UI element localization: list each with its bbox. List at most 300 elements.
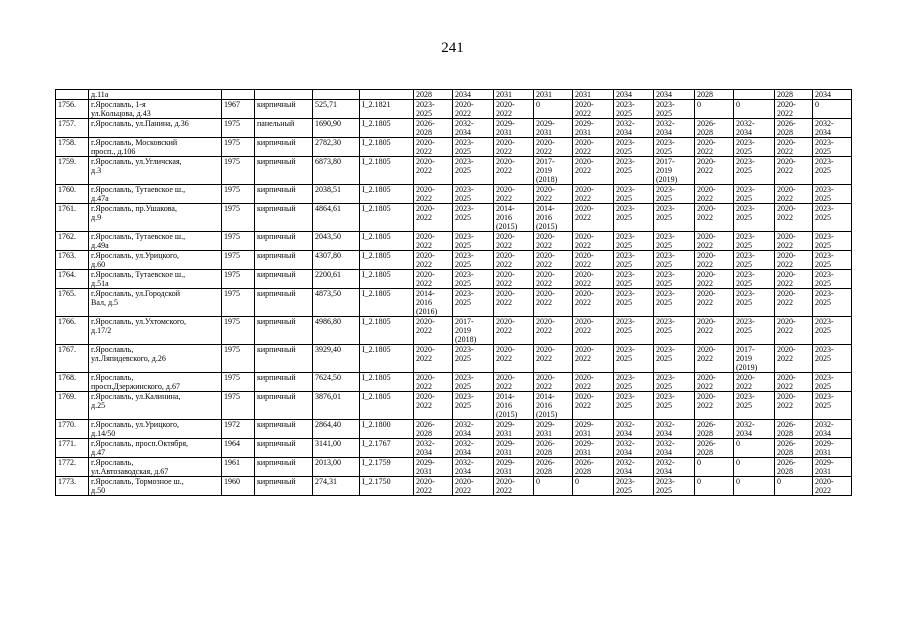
- table-cell: 2020- 2022: [414, 345, 453, 373]
- table-cell: 2864,40: [313, 420, 360, 439]
- table-cell: 2023- 2025: [614, 157, 654, 185]
- table-cell: кирпичный: [255, 420, 313, 439]
- table-cell: 2029- 2031: [573, 420, 614, 439]
- table-cell: кирпичный: [255, 458, 313, 477]
- table-cell: 2020- 2022: [775, 392, 813, 420]
- table-cell: кирпичный: [255, 185, 313, 204]
- table-cell: 2020- 2022: [695, 317, 734, 345]
- table-cell: 2020- 2022: [534, 138, 573, 157]
- table-cell: г.Ярославль, 1-я ул.Кольцова, д.43: [89, 100, 222, 119]
- table-cell: 2031: [534, 90, 573, 100]
- table-cell: 2020- 2022: [775, 232, 813, 251]
- table-cell: г.Ярославль, ул.Урицкого, д.60: [89, 251, 222, 270]
- table-cell: 2017- 2019 (2018): [453, 317, 494, 345]
- table-cell: 2023- 2025: [654, 345, 695, 373]
- table-cell: 2029- 2031: [573, 119, 614, 138]
- table-cell: [360, 90, 414, 100]
- table-cell: 4873,50: [313, 289, 360, 317]
- table-cell: 1975: [222, 204, 255, 232]
- table-cell: 1771.: [56, 439, 89, 458]
- table-cell: 1975: [222, 138, 255, 157]
- table-cell: I_2.1805: [360, 345, 414, 373]
- table-cell: 2020- 2022: [695, 270, 734, 289]
- table-cell: 2029- 2031: [414, 458, 453, 477]
- table-cell: 2020- 2022: [494, 185, 534, 204]
- table-cell: 2020- 2022: [775, 100, 813, 119]
- table-cell: кирпичный: [255, 138, 313, 157]
- table-cell: 2026- 2028: [695, 119, 734, 138]
- table-cell: 2023- 2025: [813, 373, 852, 392]
- table-cell: 2029- 2031: [813, 439, 852, 458]
- table-cell: 2014- 2016 (2015): [534, 392, 573, 420]
- table-cell: 2023- 2025: [734, 204, 775, 232]
- table-cell: 2020- 2022: [573, 100, 614, 119]
- table-cell: 1768.: [56, 373, 89, 392]
- table-cell: 2020- 2022: [534, 289, 573, 317]
- table-cell: 0: [534, 477, 573, 496]
- table-cell: 2020- 2022: [573, 232, 614, 251]
- table-cell: г.Ярославль, Тутаевское ш., д.51а: [89, 270, 222, 289]
- table-cell: 2020- 2022: [414, 392, 453, 420]
- table-cell: кирпичный: [255, 232, 313, 251]
- table-cell: 2020- 2022: [695, 373, 734, 392]
- table-cell: 1763.: [56, 251, 89, 270]
- table-cell: 1960: [222, 477, 255, 496]
- table-cell: 2020- 2022: [775, 345, 813, 373]
- table-cell: 2031: [494, 90, 534, 100]
- table-cell: 2029- 2031: [534, 119, 573, 138]
- table-cell: 2023- 2025: [734, 392, 775, 420]
- table-cell: 2020- 2022: [775, 204, 813, 232]
- table-cell: I_2.1805: [360, 119, 414, 138]
- table-cell: 2023- 2025: [614, 373, 654, 392]
- table-cell: 2023- 2025: [453, 251, 494, 270]
- table-cell: 2023- 2025: [614, 392, 654, 420]
- table-cell: 1972: [222, 420, 255, 439]
- table-cell: 2020- 2022: [414, 477, 453, 496]
- table-cell: 2023- 2025: [813, 317, 852, 345]
- table-cell: 2020- 2022: [414, 270, 453, 289]
- table-cell: д.11а: [89, 90, 222, 100]
- table-cell: 2020- 2022: [775, 138, 813, 157]
- table-row: [56, 289, 852, 317]
- table-cell: 2020- 2022: [494, 345, 534, 373]
- table-cell: 0: [534, 100, 573, 119]
- table-cell: 2032- 2034: [813, 420, 852, 439]
- table-cell: 2020- 2022: [534, 232, 573, 251]
- table-cell: 2029- 2031: [494, 458, 534, 477]
- table-cell: 2034: [614, 90, 654, 100]
- table-cell: 0: [734, 477, 775, 496]
- table-cell: 2023- 2025: [614, 100, 654, 119]
- table-cell: 2032- 2034: [453, 420, 494, 439]
- table-cell: 1975: [222, 119, 255, 138]
- table-cell: 2023- 2025: [654, 270, 695, 289]
- table-cell: 2023- 2025: [813, 185, 852, 204]
- table-cell: 2020- 2022: [775, 157, 813, 185]
- table-cell: 2023- 2025: [734, 232, 775, 251]
- table-cell: 2023- 2025: [654, 232, 695, 251]
- table-cell: 2020- 2022: [494, 138, 534, 157]
- table-cell: 2020- 2022: [775, 270, 813, 289]
- table-cell: 2023- 2025: [453, 289, 494, 317]
- table-cell: 2023- 2025: [453, 232, 494, 251]
- table-cell: 2023- 2025: [813, 289, 852, 317]
- table-cell: 2020- 2022: [494, 289, 534, 317]
- table-cell: 1975: [222, 373, 255, 392]
- table-cell: 1975: [222, 392, 255, 420]
- table-cell: 1758.: [56, 138, 89, 157]
- table-cell: 2023- 2025: [453, 270, 494, 289]
- table-cell: I_2.1750: [360, 477, 414, 496]
- table-cell: 2023- 2025: [734, 157, 775, 185]
- table-row: [56, 138, 852, 157]
- table-cell: I_2.1821: [360, 100, 414, 119]
- table-row: [56, 345, 852, 373]
- table-cell: 2023- 2025: [654, 251, 695, 270]
- table-cell: 2014- 2016 (2016): [414, 289, 453, 317]
- table-cell: 2020- 2022: [573, 270, 614, 289]
- table-cell: 2020- 2022: [734, 373, 775, 392]
- table-row: [56, 100, 852, 119]
- table-cell: 1770.: [56, 420, 89, 439]
- table-cell: 0: [813, 100, 852, 119]
- table-cell: 0: [695, 458, 734, 477]
- table-cell: 2023- 2025: [453, 185, 494, 204]
- table-cell: 2032- 2034: [734, 119, 775, 138]
- table-cell: кирпичный: [255, 100, 313, 119]
- table-cell: 2020- 2022: [813, 477, 852, 496]
- table-cell: г.Ярославль, просп.Дзержинского, д.67: [89, 373, 222, 392]
- table-cell: 2017- 2019 (2019): [654, 157, 695, 185]
- table-cell: 2026- 2028: [534, 458, 573, 477]
- table-cell: 2020- 2022: [695, 185, 734, 204]
- table-cell: 1759.: [56, 157, 89, 185]
- table-cell: 2020- 2022: [414, 185, 453, 204]
- table-cell: 1975: [222, 157, 255, 185]
- table-row: [56, 119, 852, 138]
- table-cell: 2020- 2022: [414, 232, 453, 251]
- table-cell: 2023- 2025: [813, 392, 852, 420]
- table-cell: г.Ярославль, ул.Панина, д.36: [89, 119, 222, 138]
- table-cell: 2023- 2025: [813, 232, 852, 251]
- table-cell: 2020- 2022: [494, 270, 534, 289]
- table-cell: 2023- 2025: [654, 138, 695, 157]
- table-cell: 2020- 2022: [695, 345, 734, 373]
- table-cell: 1975: [222, 251, 255, 270]
- table-cell: 2014- 2016 (2015): [494, 392, 534, 420]
- table-cell: 2029- 2031: [494, 439, 534, 458]
- table-cell: 1769.: [56, 392, 89, 420]
- table-cell: 2023- 2025: [614, 204, 654, 232]
- table-cell: 2028: [695, 90, 734, 100]
- table-cell: 2023- 2025: [453, 138, 494, 157]
- table-cell: 2020- 2022: [453, 100, 494, 119]
- table-cell: 2032- 2034: [453, 119, 494, 138]
- table-cell: кирпичный: [255, 392, 313, 420]
- table-cell: 1975: [222, 289, 255, 317]
- table-cell: 2020- 2022: [534, 251, 573, 270]
- table-cell: 2023- 2025: [654, 204, 695, 232]
- table-cell: 2023- 2025: [614, 138, 654, 157]
- table-row: [56, 439, 852, 458]
- table-cell: 2020- 2022: [695, 138, 734, 157]
- table-cell: 2032- 2034: [614, 420, 654, 439]
- table-row: [56, 477, 852, 496]
- table-cell: 2020- 2022: [534, 345, 573, 373]
- table-cell: 2023- 2025: [734, 251, 775, 270]
- table-cell: I_2.1805: [360, 289, 414, 317]
- table-row: [56, 90, 852, 100]
- table-cell: 2020- 2022: [573, 392, 614, 420]
- table-cell: 2014- 2016 (2015): [534, 204, 573, 232]
- table-cell: 2023- 2025: [614, 270, 654, 289]
- table-cell: [255, 90, 313, 100]
- table-cell: 2032- 2034: [614, 439, 654, 458]
- table-cell: 2023- 2025: [813, 270, 852, 289]
- table-cell: I_2.1805: [360, 185, 414, 204]
- table-cell: кирпичный: [255, 317, 313, 345]
- table-cell: 2020- 2022: [534, 373, 573, 392]
- table-cell: 2023- 2025: [614, 477, 654, 496]
- table-cell: г.Ярославль, ул.Ляпидевского, д.26: [89, 345, 222, 373]
- table-cell: 4307,80: [313, 251, 360, 270]
- table-cell: 2023- 2025: [734, 185, 775, 204]
- table-cell: 2020- 2022: [494, 373, 534, 392]
- table-cell: 2023- 2025: [813, 157, 852, 185]
- table-row: [56, 204, 852, 232]
- table-cell: 2020- 2022: [775, 373, 813, 392]
- table-cell: I_2.1805: [360, 270, 414, 289]
- table-cell: [56, 90, 89, 100]
- table-cell: 2032- 2034: [813, 119, 852, 138]
- table-cell: 1760.: [56, 185, 89, 204]
- table-cell: 2020- 2022: [494, 251, 534, 270]
- table-cell: г.Ярославль, ул.Урицкого, д.14/50: [89, 420, 222, 439]
- table-cell: 2026- 2028: [414, 119, 453, 138]
- table-cell: 1975: [222, 345, 255, 373]
- table-cell: I_2.1767: [360, 439, 414, 458]
- table-cell: 2020- 2022: [573, 373, 614, 392]
- table-cell: I_2.1800: [360, 420, 414, 439]
- table-cell: 3929,40: [313, 345, 360, 373]
- table-cell: 2034: [813, 90, 852, 100]
- table-cell: 2013,00: [313, 458, 360, 477]
- table-cell: 3141,00: [313, 439, 360, 458]
- table-cell: 2026- 2028: [775, 439, 813, 458]
- table-cell: 2023- 2025: [813, 138, 852, 157]
- table-cell: 3876,01: [313, 392, 360, 420]
- table-row: [56, 458, 852, 477]
- table-cell: 2029- 2031: [494, 420, 534, 439]
- table-cell: г.Ярославль, просп.Октября, д.47: [89, 439, 222, 458]
- table-cell: 2023- 2025: [654, 392, 695, 420]
- table-cell: кирпичный: [255, 477, 313, 496]
- table-cell: 2020- 2022: [775, 185, 813, 204]
- table-cell: 2020- 2022: [494, 100, 534, 119]
- table-cell: 2032- 2034: [654, 439, 695, 458]
- table-cell: 2043,50: [313, 232, 360, 251]
- table-cell: 1761.: [56, 204, 89, 232]
- table-cell: 2023- 2025: [813, 345, 852, 373]
- table-cell: 2020- 2022: [414, 317, 453, 345]
- table-cell: 4864,61: [313, 204, 360, 232]
- table-row: [56, 317, 852, 345]
- table-cell: I_2.1805: [360, 138, 414, 157]
- table-cell: кирпичный: [255, 439, 313, 458]
- table-row: [56, 420, 852, 439]
- table-cell: I_2.1805: [360, 232, 414, 251]
- page-number: 241: [441, 40, 464, 56]
- table-cell: 2020- 2022: [414, 373, 453, 392]
- table-cell: 0: [734, 458, 775, 477]
- table-cell: 2020- 2022: [573, 138, 614, 157]
- table-cell: 2032- 2034: [614, 458, 654, 477]
- table-cell: 2028: [414, 90, 453, 100]
- table-cell: 2020- 2022: [414, 138, 453, 157]
- table-cell: 2020- 2022: [534, 317, 573, 345]
- table-cell: 2032- 2034: [734, 420, 775, 439]
- table-cell: 2023- 2025: [614, 317, 654, 345]
- table-cell: 0: [695, 477, 734, 496]
- table-cell: 2026- 2028: [534, 439, 573, 458]
- table-cell: кирпичный: [255, 373, 313, 392]
- table-cell: 2023- 2025: [734, 317, 775, 345]
- table-cell: панельный: [255, 119, 313, 138]
- table-cell: кирпичный: [255, 157, 313, 185]
- table-cell: 6873,80: [313, 157, 360, 185]
- table-cell: 2023- 2025: [813, 251, 852, 270]
- table-cell: 2032- 2034: [414, 439, 453, 458]
- table-cell: 2020- 2022: [695, 204, 734, 232]
- table-cell: [313, 90, 360, 100]
- table-cell: 2032- 2034: [654, 458, 695, 477]
- table-cell: г.Ярославль, ул.Ухтомского, д.17/2: [89, 317, 222, 345]
- table-cell: 2020- 2022: [775, 251, 813, 270]
- table-cell: 2023- 2025: [453, 392, 494, 420]
- table-cell: 2020- 2022: [494, 477, 534, 496]
- table-cell: 2023- 2025: [654, 373, 695, 392]
- table-cell: I_2.1805: [360, 373, 414, 392]
- table-cell: 0: [734, 439, 775, 458]
- table-cell: 2038,51: [313, 185, 360, 204]
- table-cell: 1764.: [56, 270, 89, 289]
- table-row: [56, 232, 852, 251]
- table-cell: г.Ярославль, Тормозное ш., д.50: [89, 477, 222, 496]
- table-cell: г.Ярославль, пр.Ушакова, д.9: [89, 204, 222, 232]
- table-cell: 2023- 2025: [813, 204, 852, 232]
- table-cell: 2020- 2022: [534, 185, 573, 204]
- table-cell: 2023- 2025: [654, 477, 695, 496]
- table-cell: 1975: [222, 317, 255, 345]
- table-cell: I_2.1805: [360, 157, 414, 185]
- table-cell: 1975: [222, 270, 255, 289]
- table-cell: 2029- 2031: [494, 119, 534, 138]
- table-row: [56, 270, 852, 289]
- table-cell: 0: [695, 100, 734, 119]
- table-cell: I_2.1759: [360, 458, 414, 477]
- table-cell: 2023- 2025: [734, 270, 775, 289]
- table-cell: 2026- 2028: [573, 458, 614, 477]
- table-cell: 1762.: [56, 232, 89, 251]
- table-cell: г.Ярославль, ул.Калинина, д.25: [89, 392, 222, 420]
- table-cell: 2782,30: [313, 138, 360, 157]
- table-cell: 2023- 2025: [453, 345, 494, 373]
- table-cell: 2020- 2022: [573, 345, 614, 373]
- table-cell: 2020- 2022: [573, 204, 614, 232]
- table-cell: 2023- 2025: [654, 185, 695, 204]
- table-cell: 2026- 2028: [414, 420, 453, 439]
- table-cell: 0: [775, 477, 813, 496]
- table-cell: г.Ярославль, Тутаевское ш., д.47а: [89, 185, 222, 204]
- table-row: [56, 251, 852, 270]
- table-cell: 2026- 2028: [695, 439, 734, 458]
- table-cell: 2020- 2022: [775, 289, 813, 317]
- table-cell: г.Ярославль, Московский просп., д.106: [89, 138, 222, 157]
- repair-schedule-table: [55, 89, 852, 496]
- table-cell: 2034: [654, 90, 695, 100]
- table-cell: 2023- 2025: [654, 100, 695, 119]
- table-row: [56, 392, 852, 420]
- table-cell: 2023- 2025: [654, 317, 695, 345]
- table-cell: 2023- 2025: [614, 289, 654, 317]
- table-cell: 2023- 2025: [453, 157, 494, 185]
- table-cell: 2020- 2022: [695, 392, 734, 420]
- table-cell: 2023- 2025: [614, 185, 654, 204]
- table-cell: 0: [734, 100, 775, 119]
- table-cell: 2032- 2034: [453, 439, 494, 458]
- table-cell: г.Ярославль, ул.Угличская, д.3: [89, 157, 222, 185]
- table-cell: 2020- 2022: [534, 270, 573, 289]
- table-cell: 2029- 2031: [813, 458, 852, 477]
- table-cell: 1975: [222, 232, 255, 251]
- table-cell: 1964: [222, 439, 255, 458]
- table-cell: 274,31: [313, 477, 360, 496]
- table-cell: 0: [573, 477, 614, 496]
- table-cell: 1766.: [56, 317, 89, 345]
- table-cell: I_2.1805: [360, 392, 414, 420]
- table-cell: 2032- 2034: [654, 420, 695, 439]
- table-cell: 2020- 2022: [414, 157, 453, 185]
- table-cell: 1767.: [56, 345, 89, 373]
- table-row: [56, 157, 852, 185]
- table-cell: кирпичный: [255, 204, 313, 232]
- table-cell: 2020- 2022: [573, 289, 614, 317]
- table-cell: 2020- 2022: [453, 477, 494, 496]
- table-cell: 2029- 2031: [534, 420, 573, 439]
- table-cell: [222, 90, 255, 100]
- table-cell: 2020- 2022: [695, 157, 734, 185]
- table-row: [56, 185, 852, 204]
- table-cell: [734, 90, 775, 100]
- table-cell: 4986,80: [313, 317, 360, 345]
- table-cell: 2020- 2022: [695, 251, 734, 270]
- table-cell: 1967: [222, 100, 255, 119]
- table-cell: 2026- 2028: [695, 420, 734, 439]
- table-cell: 2020- 2022: [494, 317, 534, 345]
- table-cell: 2020- 2022: [573, 251, 614, 270]
- table-cell: 525,71: [313, 100, 360, 119]
- table-cell: 2026- 2028: [775, 119, 813, 138]
- table-cell: 1690,90: [313, 119, 360, 138]
- table-cell: 2026- 2028: [775, 458, 813, 477]
- table-cell: 1975: [222, 185, 255, 204]
- table-cell: 2023- 2025: [614, 251, 654, 270]
- table-cell: 2020- 2022: [695, 232, 734, 251]
- table-cell: I_2.1805: [360, 317, 414, 345]
- table-cell: 1773.: [56, 477, 89, 496]
- table-cell: 2023- 2025: [734, 138, 775, 157]
